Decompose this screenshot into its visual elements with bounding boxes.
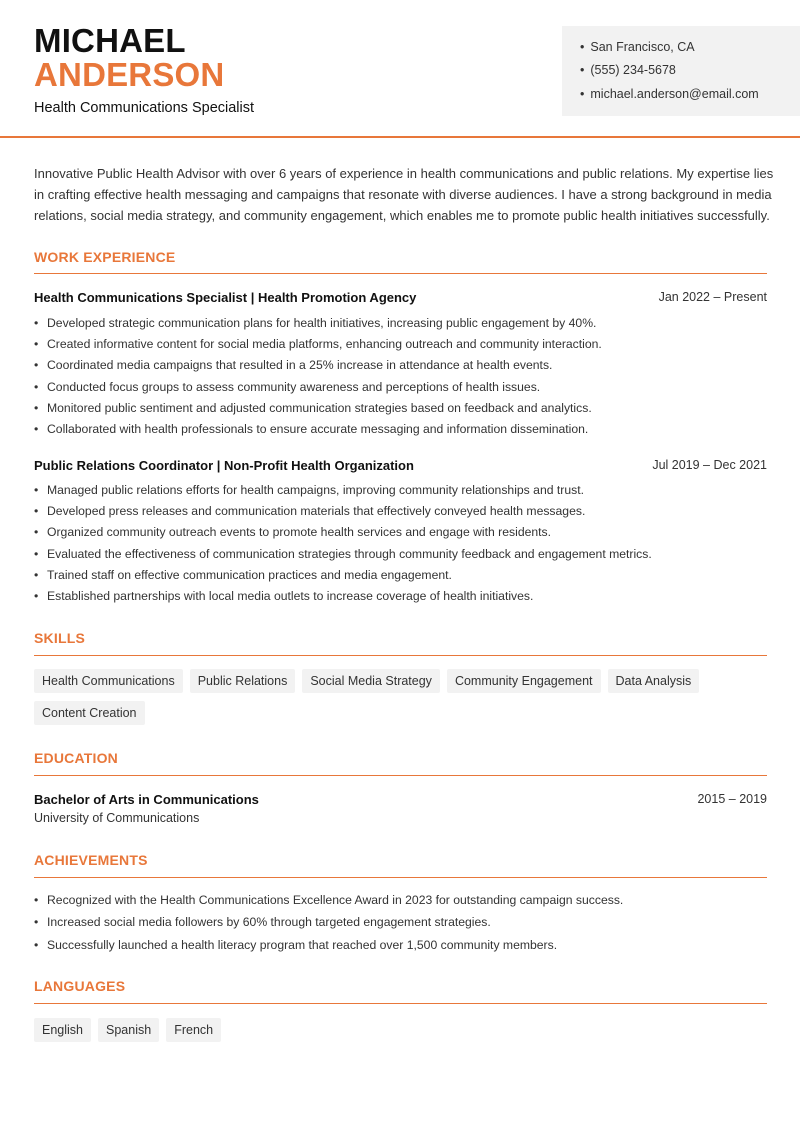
section-divider bbox=[34, 655, 767, 656]
bullet-item: • Organized community outreach events to promote health services and engage with residents. bbox=[34, 525, 774, 546]
bullet-item: • Developed press releases and communication materials that effectively conveyed health messages. bbox=[34, 504, 774, 525]
job-title-1: Health Communications Specialist | Health Promotion Agency bbox=[34, 290, 417, 305]
section-title-achievements: ACHIEVEMENTS bbox=[34, 852, 148, 868]
achievement-item: • Successfully launched a health literacy program that reached over 1,500 community members. bbox=[34, 938, 774, 960]
last-name: ANDERSON bbox=[34, 56, 225, 93]
contact-box bbox=[562, 26, 800, 116]
bullet-item: • Trained staff on effective communication practices and media engagement. bbox=[34, 568, 774, 589]
job-title: Health Communications Specialist bbox=[34, 100, 255, 116]
bullet-item: • Monitored public sentiment and adjusted communication strategies based on feedback and analytics. bbox=[34, 401, 774, 422]
bullet-item: • Coordinated media campaigns that resulted in a 25% increase in attendance at health events. bbox=[34, 358, 774, 379]
section-divider bbox=[34, 1003, 767, 1004]
job-dates-2: Jul 2019 – Dec 2021 bbox=[652, 458, 767, 472]
skills-tag-list bbox=[34, 669, 774, 725]
contact-email: • michael.anderson@email.com bbox=[580, 87, 759, 101]
skill-tag: Health Communications bbox=[34, 669, 183, 693]
skill-tag: Content Creation bbox=[34, 701, 145, 725]
bullet-item: • Collaborated with health professionals to ensure accurate messaging and information dissemination. bbox=[34, 422, 774, 443]
bullet-item: • Conducted focus groups to assess community awareness and perceptions of health issues. bbox=[34, 380, 774, 401]
language-tag: French bbox=[166, 1018, 221, 1042]
contact-location: • San Francisco, CA bbox=[580, 40, 695, 54]
skill-tag: Community Engagement bbox=[447, 669, 601, 693]
section-divider bbox=[34, 877, 767, 878]
job-bullets-1 bbox=[34, 316, 774, 443]
skill-tag: Social Media Strategy bbox=[302, 669, 440, 693]
bullet-item: • Established partnerships with local media outlets to increase coverage of health initiatives. bbox=[34, 589, 774, 610]
section-title-languages: LANGUAGES bbox=[34, 978, 126, 994]
bullet-item: • Developed strategic communication plans for health initiatives, increasing public engagement by 40%. bbox=[34, 316, 774, 337]
section-title-skills: SKILLS bbox=[34, 630, 85, 646]
language-tag: English bbox=[34, 1018, 91, 1042]
bullet-item: • Managed public relations efforts for health campaigns, improving community relationships and trust. bbox=[34, 483, 774, 504]
education-dates: 2015 – 2019 bbox=[697, 792, 767, 806]
job-bullets-2 bbox=[34, 483, 774, 610]
education-school: University of Communications bbox=[34, 811, 200, 825]
resume-header bbox=[0, 0, 800, 138]
bullet-item: • Evaluated the effectiveness of communication strategies through community feedback and engagement metrics. bbox=[34, 547, 774, 568]
achievements-list bbox=[34, 893, 774, 960]
languages-tag-list bbox=[34, 1018, 774, 1042]
summary-paragraph: Innovative Public Health Advisor with over 6 years of experience in health communications and public relations. My expertise lies in crafting effective health messaging and campaigns that resonate with diverse audiences. I have a strong background in media relations, social media strategy, and community engagement, which enables me to promote public health initiatives successfully. bbox=[34, 166, 774, 223]
section-divider bbox=[34, 775, 767, 776]
achievement-item: • Increased social media followers by 60% through targeted engagement strategies. bbox=[34, 915, 774, 937]
bullet-item: • Created informative content for social media platforms, enhancing outreach and community interaction. bbox=[34, 337, 774, 358]
first-name: MICHAEL bbox=[34, 22, 186, 59]
language-tag: Spanish bbox=[98, 1018, 159, 1042]
section-divider bbox=[34, 273, 767, 274]
section-title-education: EDUCATION bbox=[34, 750, 118, 766]
job-dates-1: Jan 2022 – Present bbox=[658, 290, 767, 304]
section-title-work-experience: WORK EXPERIENCE bbox=[34, 249, 176, 265]
contact-phone: • (555) 234-5678 bbox=[580, 63, 676, 77]
skill-tag: Data Analysis bbox=[608, 669, 700, 693]
job-title-2: Public Relations Coordinator | Non-Profit Health Organization bbox=[34, 458, 414, 473]
achievement-item: • Recognized with the Health Communications Excellence Award in 2023 for outstanding campaign success. bbox=[34, 893, 774, 915]
education-degree: Bachelor of Arts in Communications bbox=[34, 792, 259, 807]
skill-tag: Public Relations bbox=[190, 669, 296, 693]
